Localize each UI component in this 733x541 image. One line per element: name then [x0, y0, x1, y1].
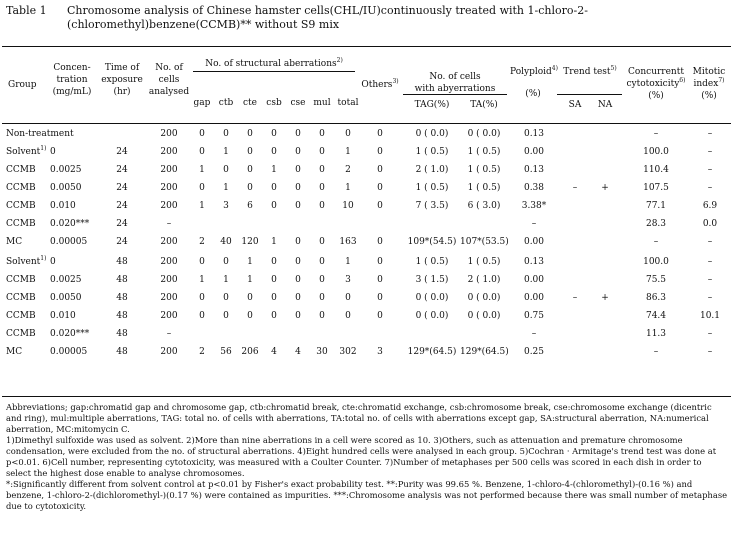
cell-others: 0: [377, 147, 383, 157]
header-sa: SA: [568, 100, 582, 110]
cell-cse: 0: [295, 237, 301, 247]
cell-cse: 4: [295, 347, 301, 357]
cell-cells: 200: [160, 275, 178, 285]
cell-cse: 0: [295, 257, 301, 267]
cell-csb: 0: [271, 275, 277, 285]
header-group: Group: [8, 80, 37, 90]
header-structural-aberrations: No. of structural aberrations$^{2)}$: [205, 57, 343, 69]
cell-tag: 7 ( 3.5): [415, 201, 449, 211]
cell-ctb: 56: [220, 347, 232, 357]
cell-ta: 2 ( 1.0): [467, 275, 501, 285]
cell-cse: 0: [295, 165, 301, 175]
cell-ctb: 0: [223, 165, 229, 175]
cell-cse: 0: [295, 293, 301, 303]
table-title: Chromosome analysis of Chinese hamster cells(CHL/IU)continuously treated with 1-chloro-2-(chloromethyl)benzene(CCMB)** without S9 mix: [67, 4, 588, 31]
cell-cells: 200: [160, 183, 178, 193]
cell-cyto: 86.3: [645, 293, 667, 303]
cell-mit: –: [707, 237, 713, 247]
cell-group: Solvent$^{1)}$: [6, 145, 47, 157]
cell-cyto: –: [653, 347, 659, 357]
header-trend-test: Trend test$^{5)}$: [563, 65, 617, 77]
cell-conc: 0.010: [50, 201, 76, 211]
cell-mit: –: [707, 129, 713, 139]
cell-time: 24: [116, 183, 128, 193]
cell-ta: 6 ( 3.0): [467, 201, 501, 211]
cell-tag: 129*(64.5): [407, 347, 457, 357]
header-time: Time of exposure (hr): [101, 63, 143, 97]
cell-tag: 1 ( 0.5): [415, 147, 449, 157]
cell-ta: 129*(64.5): [460, 347, 509, 357]
table-bottom-rule: [2, 396, 731, 397]
cell-cells: 200: [160, 257, 178, 267]
footnote-symbols: *:Significantly different from solvent control at p<0.01 by Fisher's exact probability test. **:Purity was 99.65 %. Benzene, 1-chloro-4-(chloromethyl)-(0.16 %) and benzene, 1-chloro-2-(dichloromethyl-)(0.17 %) were contained as impurities. ***:Chromosome analysis was not performed because there was small number of metaphase due to cytotoxicity.: [6, 479, 728, 511]
cell-poly: 0.00: [523, 275, 545, 285]
cell-group: Non-treatment: [6, 129, 74, 139]
cell-mit: 10.1: [699, 311, 721, 321]
cell-gap: 1: [199, 275, 205, 285]
cell-cyto: 77.1: [645, 201, 667, 211]
header-gap: gap: [193, 98, 211, 108]
cell-csb: 0: [271, 147, 277, 157]
header-cytotoxicity: Concurrentt cytotoxicity$^{6)}$ (%): [626, 67, 686, 101]
cell-gap: 0: [199, 183, 205, 193]
cell-tag: 3 ( 1.5): [415, 275, 449, 285]
cell-cyto: 74.4: [645, 311, 667, 321]
cell-csb: 0: [271, 257, 277, 267]
cell-total: 163: [339, 237, 357, 247]
cell-cse: 0: [295, 201, 301, 211]
header-cse: cse: [290, 98, 306, 108]
cell-poly: 0.13: [523, 165, 545, 175]
cell-csb: 0: [271, 311, 277, 321]
cell-cte: 6: [247, 201, 253, 211]
cell-cells: –: [166, 329, 172, 339]
cell-mul: 0: [319, 257, 325, 267]
cell-ctb: 0: [223, 311, 229, 321]
cell-time: 24: [116, 237, 128, 247]
header-csb: csb: [266, 98, 282, 108]
cell-na: +: [601, 183, 609, 193]
cell-gap: 2: [199, 237, 205, 247]
header-polyploid: Polyploid$^{4)}$ (%): [510, 65, 558, 99]
cell-csb: 0: [271, 129, 277, 139]
cell-cyto: 107.5: [643, 183, 669, 193]
cell-tag: 1 ( 0.5): [415, 183, 449, 193]
cell-cells: 200: [160, 147, 178, 157]
cell-cells: 200: [160, 347, 178, 357]
cell-ctb: 1: [223, 147, 229, 157]
cell-gap: 0: [199, 293, 205, 303]
cell-time: 48: [116, 329, 128, 339]
cell-gap: 1: [199, 201, 205, 211]
cell-cells: 200: [160, 165, 178, 175]
cell-gap: 0: [199, 311, 205, 321]
cell-ctb: 40: [220, 237, 232, 247]
cell-total: 0: [345, 311, 351, 321]
cell-cte: 0: [247, 183, 253, 193]
cell-group: CCMB: [6, 329, 36, 339]
cell-others: 3: [377, 347, 383, 357]
cell-cyto: 28.3: [645, 219, 667, 229]
cell-group: CCMB: [6, 219, 36, 229]
cell-mit: –: [707, 257, 713, 267]
cell-others: 0: [377, 257, 383, 267]
cell-gap: 2: [199, 347, 205, 357]
cell-sa: –: [572, 293, 578, 303]
cell-ta: 1 ( 0.5): [467, 257, 501, 267]
cell-gap: 0: [199, 147, 205, 157]
cell-mit: 0.0: [702, 219, 718, 229]
cell-others: 0: [377, 165, 383, 175]
cell-mul: 0: [319, 147, 325, 157]
cell-csb: 0: [271, 201, 277, 211]
cell-cte: 1: [247, 275, 253, 285]
cell-cte: 0: [247, 293, 253, 303]
cell-poly: 0.00: [523, 147, 545, 157]
cell-total: 302: [339, 347, 357, 357]
cell-time: 24: [116, 165, 128, 175]
cell-time: 48: [116, 275, 128, 285]
cell-mul: 0: [319, 129, 325, 139]
cell-total: 1: [345, 147, 351, 157]
header-cte: cte: [243, 98, 257, 108]
cell-ctb: 0: [223, 129, 229, 139]
cell-csb: 1: [271, 165, 277, 175]
cell-conc: 0.010: [50, 311, 76, 321]
cell-time: 48: [116, 311, 128, 321]
cell-group: CCMB: [6, 311, 36, 321]
header-mitotic-index: Mitotic index$^{7)}$ (%): [692, 67, 726, 101]
cell-ctb: 1: [223, 183, 229, 193]
cell-time: 48: [116, 257, 128, 267]
cell-mul: 0: [319, 201, 325, 211]
cell-others: 0: [377, 275, 383, 285]
cell-ta: 1 ( 0.5): [467, 165, 501, 175]
cell-conc: 0.0050: [50, 183, 82, 193]
cell-group: CCMB: [6, 165, 36, 175]
cell-cyto: –: [653, 129, 659, 139]
cell-csb: 1: [271, 237, 277, 247]
cell-mit: –: [707, 293, 713, 303]
header-tag: TAG(%): [414, 100, 450, 110]
cell-cyto: –: [653, 237, 659, 247]
cell-cse: 0: [295, 147, 301, 157]
cell-conc: 0.0025: [50, 275, 82, 285]
cell-cse: 0: [295, 275, 301, 285]
cell-gap: 0: [199, 257, 205, 267]
cell-ta: 0 ( 0.0): [467, 311, 501, 321]
cell-mit: –: [707, 147, 713, 157]
cell-ta: 0 ( 0.0): [467, 129, 501, 139]
cell-time: 48: [116, 293, 128, 303]
cell-poly: 0.13: [523, 257, 545, 267]
cell-others: 0: [377, 311, 383, 321]
cell-na: +: [601, 293, 609, 303]
cell-conc: 0.020***: [50, 219, 90, 229]
header-total: total: [337, 98, 359, 108]
cell-mit: –: [707, 183, 713, 193]
cell-conc: 0: [50, 147, 56, 157]
cell-mul: 0: [319, 293, 325, 303]
cell-cyto: 100.0: [643, 257, 669, 267]
cell-poly: –: [531, 219, 537, 229]
cell-ta: 1 ( 0.5): [467, 147, 501, 157]
cell-conc: 0.0025: [50, 165, 82, 175]
cell-cte: 120: [241, 237, 259, 247]
cell-group: MC: [6, 237, 23, 247]
cell-cells: 200: [160, 237, 178, 247]
cell-poly: 0.25: [523, 347, 545, 357]
table-number: Table 1: [6, 4, 47, 17]
cell-tag: 109*(54.5): [407, 237, 457, 247]
cell-mit: –: [707, 275, 713, 285]
cell-ctb: 3: [223, 201, 229, 211]
cell-mit: –: [707, 347, 713, 357]
footnote-numbered: 1)Dimethyl sulfoxide was used as solvent. 2)More than nine aberrations in a cell were scored as 10. 3)Others, such as attenuation and premature chromosome condensation, were excluded from the no. of structural aberrations. 4)Eight hundred cells were analysed in each group. 5)Cochran · Armitage's trend test was done at p<0.01. 6)Cell number, representing cytotoxicity, was measured with a Coulter Counter. 7)Number of metaphases per 500 cells was scored in each dish in order to select the highest dose enable to analyse chromosomes.: [6, 435, 717, 478]
cell-gap: 1: [199, 165, 205, 175]
cell-poly: 0.00: [523, 293, 545, 303]
cell-tag: 0 ( 0.0): [415, 311, 449, 321]
cell-poly: 0.00: [523, 237, 545, 247]
header-cells-analysed: No. of cells analysed: [148, 63, 190, 97]
cell-cyto: 110.4: [643, 165, 669, 175]
cell-mul: 30: [316, 347, 328, 357]
cell-time: 24: [116, 219, 128, 229]
cell-mul: 0: [319, 237, 325, 247]
cell-cyto: 75.5: [645, 275, 667, 285]
cell-tag: 0 ( 0.0): [415, 293, 449, 303]
header-mul: mul: [313, 98, 331, 108]
cell-conc: 0.020***: [50, 329, 90, 339]
cell-ctb: 0: [223, 293, 229, 303]
cell-cyto: 100.0: [643, 147, 669, 157]
cell-mit: –: [707, 329, 713, 339]
cell-mit: –: [707, 165, 713, 175]
header-bottom-rule: [2, 123, 731, 124]
cell-cells: 200: [160, 311, 178, 321]
cell-cells: 200: [160, 293, 178, 303]
cell-others: 0: [377, 293, 383, 303]
cell-csb: 4: [271, 347, 277, 357]
header-cells-with-aberrations: No. of cells with abyerrations: [414, 72, 496, 94]
cell-conc: 0: [50, 257, 56, 267]
cell-group: Solvent$^{1)}$: [6, 255, 47, 267]
cell-total: 1: [345, 257, 351, 267]
header-na: NA: [597, 100, 613, 110]
cell-ta: 107*(53.5): [460, 237, 509, 247]
cell-total: 10: [342, 201, 354, 211]
header-ta: TA(%): [470, 100, 498, 110]
header-concentration: Concen- tration (mg/mL): [52, 63, 92, 97]
cell-total: 0: [345, 129, 351, 139]
cell-conc: 0.0050: [50, 293, 82, 303]
cell-cse: 0: [295, 129, 301, 139]
cell-poly: 0.38: [523, 183, 545, 193]
cell-others: 0: [377, 129, 383, 139]
cell-group: CCMB: [6, 201, 36, 211]
cell-others: 0: [377, 183, 383, 193]
cell-time: 24: [116, 147, 128, 157]
cell-cte: 0: [247, 311, 253, 321]
cell-mul: 0: [319, 275, 325, 285]
cell-cse: 0: [295, 183, 301, 193]
cell-conc: 0.00005: [50, 237, 88, 247]
cell-cte: 1: [247, 257, 253, 267]
cell-ta: 0 ( 0.0): [467, 293, 501, 303]
cell-cells: 200: [160, 129, 178, 139]
cell-mul: 0: [319, 183, 325, 193]
cell-tag: 0 ( 0.0): [415, 129, 449, 139]
cell-cse: 0: [295, 311, 301, 321]
cell-ta: 1 ( 0.5): [467, 183, 501, 193]
footnotes: [6, 402, 728, 512]
cell-csb: 0: [271, 293, 277, 303]
cell-others: 0: [377, 237, 383, 247]
cell-mit: 6.9: [702, 201, 718, 211]
top-rule: [2, 46, 731, 47]
cell-tag: 1 ( 0.5): [415, 257, 449, 267]
cell-group: CCMB: [6, 183, 36, 193]
cell-poly: 0.13: [523, 129, 545, 139]
cell-cells: 200: [160, 201, 178, 211]
cell-total: 0: [345, 293, 351, 303]
cell-csb: 0: [271, 183, 277, 193]
footnote-abbreviations: Abbreviations; gap:chromatid gap and chromosome gap, ctb:chromatid break, cte:chromatid exchange, csb:chromosome break, cse:chromosome exchange (dicentric and ring), mul:multiple aberrations, TAG: total no. of cells with aberrations, TA:total no. of cells with aberrations except gap, SA:structural aberration, NA:numerical aberration, MC:mitomycin C.: [6, 402, 712, 434]
cell-cte: 0: [247, 147, 253, 157]
cell-poly: 0.75: [523, 311, 545, 321]
cell-others: 0: [377, 201, 383, 211]
cell-time: 48: [116, 347, 128, 357]
cell-sa: –: [572, 183, 578, 193]
cell-cte: 0: [247, 129, 253, 139]
cell-cte: 206: [241, 347, 259, 357]
struct-header-rule: [193, 71, 355, 72]
cell-mul: 0: [319, 165, 325, 175]
cell-poly: 3.38*: [521, 201, 547, 211]
cell-poly: –: [531, 329, 537, 339]
cell-gap: 0: [199, 129, 205, 139]
cell-group: CCMB: [6, 275, 36, 285]
cell-time: 24: [116, 201, 128, 211]
cell-ctb: 1: [223, 275, 229, 285]
header-others: Others$^{3)}$: [361, 78, 399, 90]
cell-group: MC: [6, 347, 23, 357]
trend-header-rule: [557, 94, 622, 95]
cell-conc: 0.00005: [50, 347, 88, 357]
cell-cyto: 11.3: [645, 329, 667, 339]
header-ctb: ctb: [218, 98, 234, 108]
cell-group: CCMB: [6, 293, 36, 303]
cell-total: 2: [345, 165, 351, 175]
cell-mul: 0: [319, 311, 325, 321]
cell-total: 1: [345, 183, 351, 193]
cell-cte: 0: [247, 165, 253, 175]
cell-tag: 2 ( 1.0): [415, 165, 449, 175]
cell-cells: –: [166, 219, 172, 229]
cell-total: 3: [345, 275, 351, 285]
cell-ctb: 0: [223, 257, 229, 267]
